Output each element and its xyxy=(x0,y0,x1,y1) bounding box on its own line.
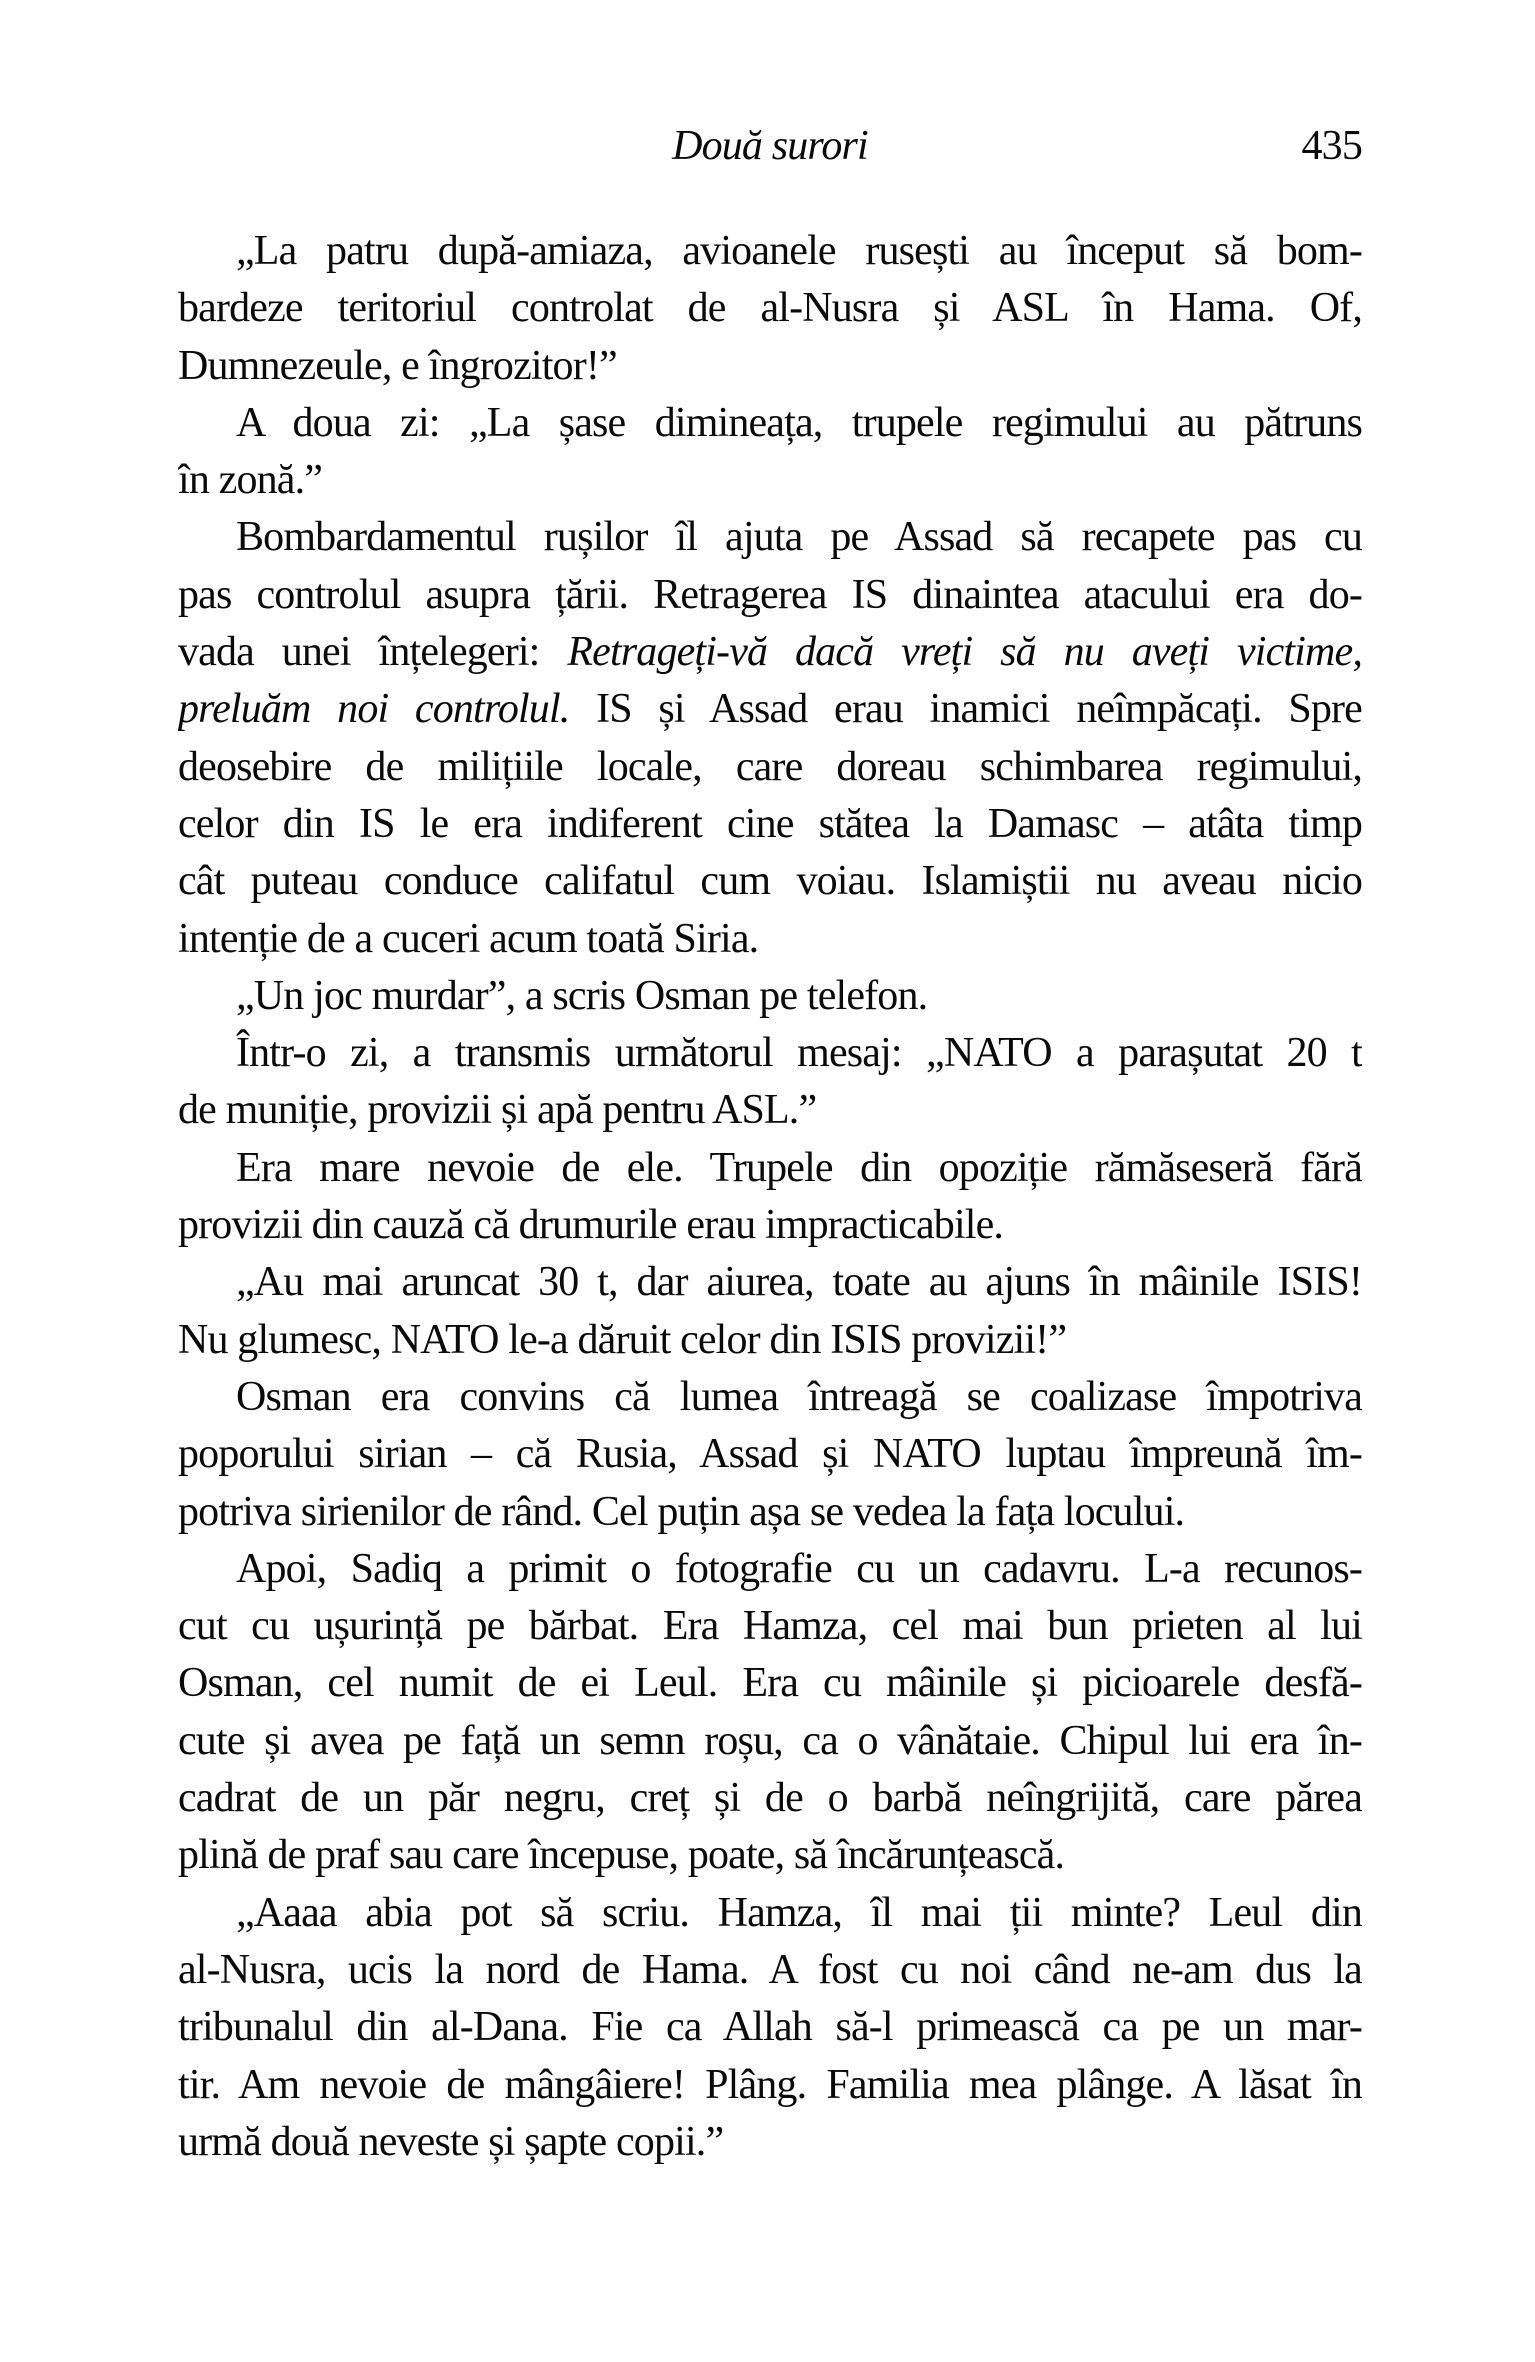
text-line xyxy=(178,796,1362,853)
text-line xyxy=(178,911,1362,968)
text-line xyxy=(178,1025,1362,1082)
paragraph xyxy=(178,1254,1362,1369)
text-run: al-Nusra, ucis la nord de Hama. A fost cu noi când ne-am dus la xyxy=(178,1946,1362,1993)
text-line xyxy=(178,1254,1362,1311)
text-run: bardeze teritoriul controlat de al-Nusra și ASL în Hama. Of, xyxy=(178,285,1362,332)
text-line xyxy=(178,452,1362,509)
text-run: potriva sirienilor de rând. Cel puțin așa se vedea la fața locului. xyxy=(178,1488,1185,1535)
text-line xyxy=(178,2057,1362,2114)
text-run: urmă două neveste și șapte copii.” xyxy=(178,2118,724,2165)
page-number: 435 xyxy=(1301,123,1362,169)
text-run: Nu glumesc, NATO le-a dăruit celor din ISIS provizii!” xyxy=(178,1316,1067,1363)
text-line xyxy=(178,1426,1362,1483)
text-run: în zonă.” xyxy=(178,457,323,504)
text-run: plină de praf sau care începuse, poate, să încărunțească. xyxy=(178,1832,1065,1879)
text-line xyxy=(178,1827,1362,1884)
text-run: Bombardamentul rușilor îl ajuta pe Assad să recapete pas cu xyxy=(236,514,1362,561)
text-line xyxy=(178,1770,1362,1827)
text-line xyxy=(178,1082,1362,1139)
text-line xyxy=(178,968,1362,1025)
text-line xyxy=(178,1369,1362,1426)
running-head xyxy=(178,118,1362,176)
text-line xyxy=(178,338,1362,395)
text-run: A doua zi: „La șase dimineața, trupele regimului au pătruns xyxy=(236,399,1362,446)
text-run: Apoi, Sadiq a primit o fotografie cu un cadavru. L-a recunos- xyxy=(236,1545,1362,1592)
chapter-title: Două surori xyxy=(672,123,868,169)
text-run: Osman, cel numit de ei Leul. Era cu mâinile și picioarele desfă- xyxy=(178,1660,1362,1707)
text-run: vada unei înțelegeri: xyxy=(178,629,568,676)
paragraph xyxy=(178,968,1362,1025)
text-line xyxy=(178,223,1362,280)
paragraph xyxy=(178,223,1362,395)
text-line xyxy=(178,1713,1362,1770)
text-run: tribunalul din al-Dana. Fie ca Allah să-l primească ca pe un mar- xyxy=(178,2004,1362,2051)
text-run: deosebire de milițiile locale, care doreau schimbarea regimului, xyxy=(178,743,1362,790)
text-line xyxy=(178,681,1362,738)
text-line xyxy=(178,1197,1362,1254)
text-line xyxy=(178,1655,1362,1712)
paragraph xyxy=(178,395,1362,510)
paragraph xyxy=(178,1885,1362,2171)
text-run: cadrat de un păr negru, creț și de o barbă neîngrijită, care părea xyxy=(178,1775,1362,1822)
text-line xyxy=(178,1541,1362,1598)
text-run: de muniție, provizii și apă pentru ASL.” xyxy=(178,1087,817,1134)
text-run: Era mare nevoie de ele. Trupele din opoziție rămăseseră fără xyxy=(236,1144,1362,1191)
text-line xyxy=(178,567,1362,624)
text-run: „Un joc murdar”, a scris Osman pe telefon. xyxy=(236,972,928,1019)
text-line xyxy=(178,395,1362,452)
text-run: intenție de a cuceri acum toată Siria. xyxy=(178,915,759,962)
text-line xyxy=(178,2114,1362,2171)
text-run: „Au mai aruncat 30 t, dar aiurea, toate au ajuns în mâinile ISIS! xyxy=(236,1259,1362,1306)
text-line xyxy=(178,1140,1362,1197)
paragraph xyxy=(178,509,1362,967)
text-run: provizii din cauză că drumurile erau impracticabile. xyxy=(178,1202,1004,1249)
text-run: IS și Assad erau inamici neîmpăcați. Spre xyxy=(569,686,1362,733)
text-line xyxy=(178,853,1362,910)
text-run: Osman era convins că lumea întreagă se coalizase împotriva xyxy=(236,1373,1362,1420)
text-run: „Aaaa abia pot să scriu. Hamza, îl mai ții minte? Leul din xyxy=(236,1889,1362,1936)
text-run: preluăm noi controlul. xyxy=(178,686,570,733)
text-line xyxy=(178,1598,1362,1655)
text-line xyxy=(178,1484,1362,1541)
text-line xyxy=(178,509,1362,566)
text-run: cute și avea pe față un semn roșu, ca o vânătaie. Chipul lui era în- xyxy=(178,1717,1362,1764)
text-run: pas controlul asupra țării. Retragerea IS dinaintea atacului era do- xyxy=(178,571,1362,618)
text-run: Într-o zi, a transmis următorul mesaj: „NATO a parașutat 20 t xyxy=(236,1030,1362,1077)
text-run: tir. Am nevoie de mângâiere! Plâng. Familia mea plânge. A lăsat în xyxy=(178,2061,1362,2108)
text-line xyxy=(178,624,1362,681)
paragraph xyxy=(178,1541,1362,1885)
paragraph xyxy=(178,1025,1362,1140)
text-line xyxy=(178,1885,1362,1942)
paragraph xyxy=(178,1140,1362,1255)
text-line xyxy=(178,280,1362,337)
text-run: Dumnezeule, e îngrozitor!” xyxy=(178,342,617,389)
text-line xyxy=(178,1942,1362,1999)
text-line xyxy=(178,1312,1362,1369)
text-line xyxy=(178,1999,1362,2056)
text-block xyxy=(178,223,1362,2171)
text-run: cut cu ușurință pe bărbat. Era Hamza, cel mai bun prieten al lui xyxy=(178,1603,1362,1650)
text-run: „La patru după-amiaza, avioanele rusești au început să bom- xyxy=(236,228,1362,274)
text-run: celor din IS le era indiferent cine stătea la Damasc – atâta timp xyxy=(178,800,1362,847)
text-line xyxy=(178,739,1362,796)
text-run: cât puteau conduce califatul cum voiau. Islamiștii nu aveau nicio xyxy=(178,858,1362,905)
text-run: poporului sirian – că Rusia, Assad și NATO luptau împreună îm- xyxy=(178,1431,1362,1478)
text-run: Retrageți-vă dacă vreți să nu aveți victime, xyxy=(567,629,1362,676)
paragraph xyxy=(178,1369,1362,1541)
